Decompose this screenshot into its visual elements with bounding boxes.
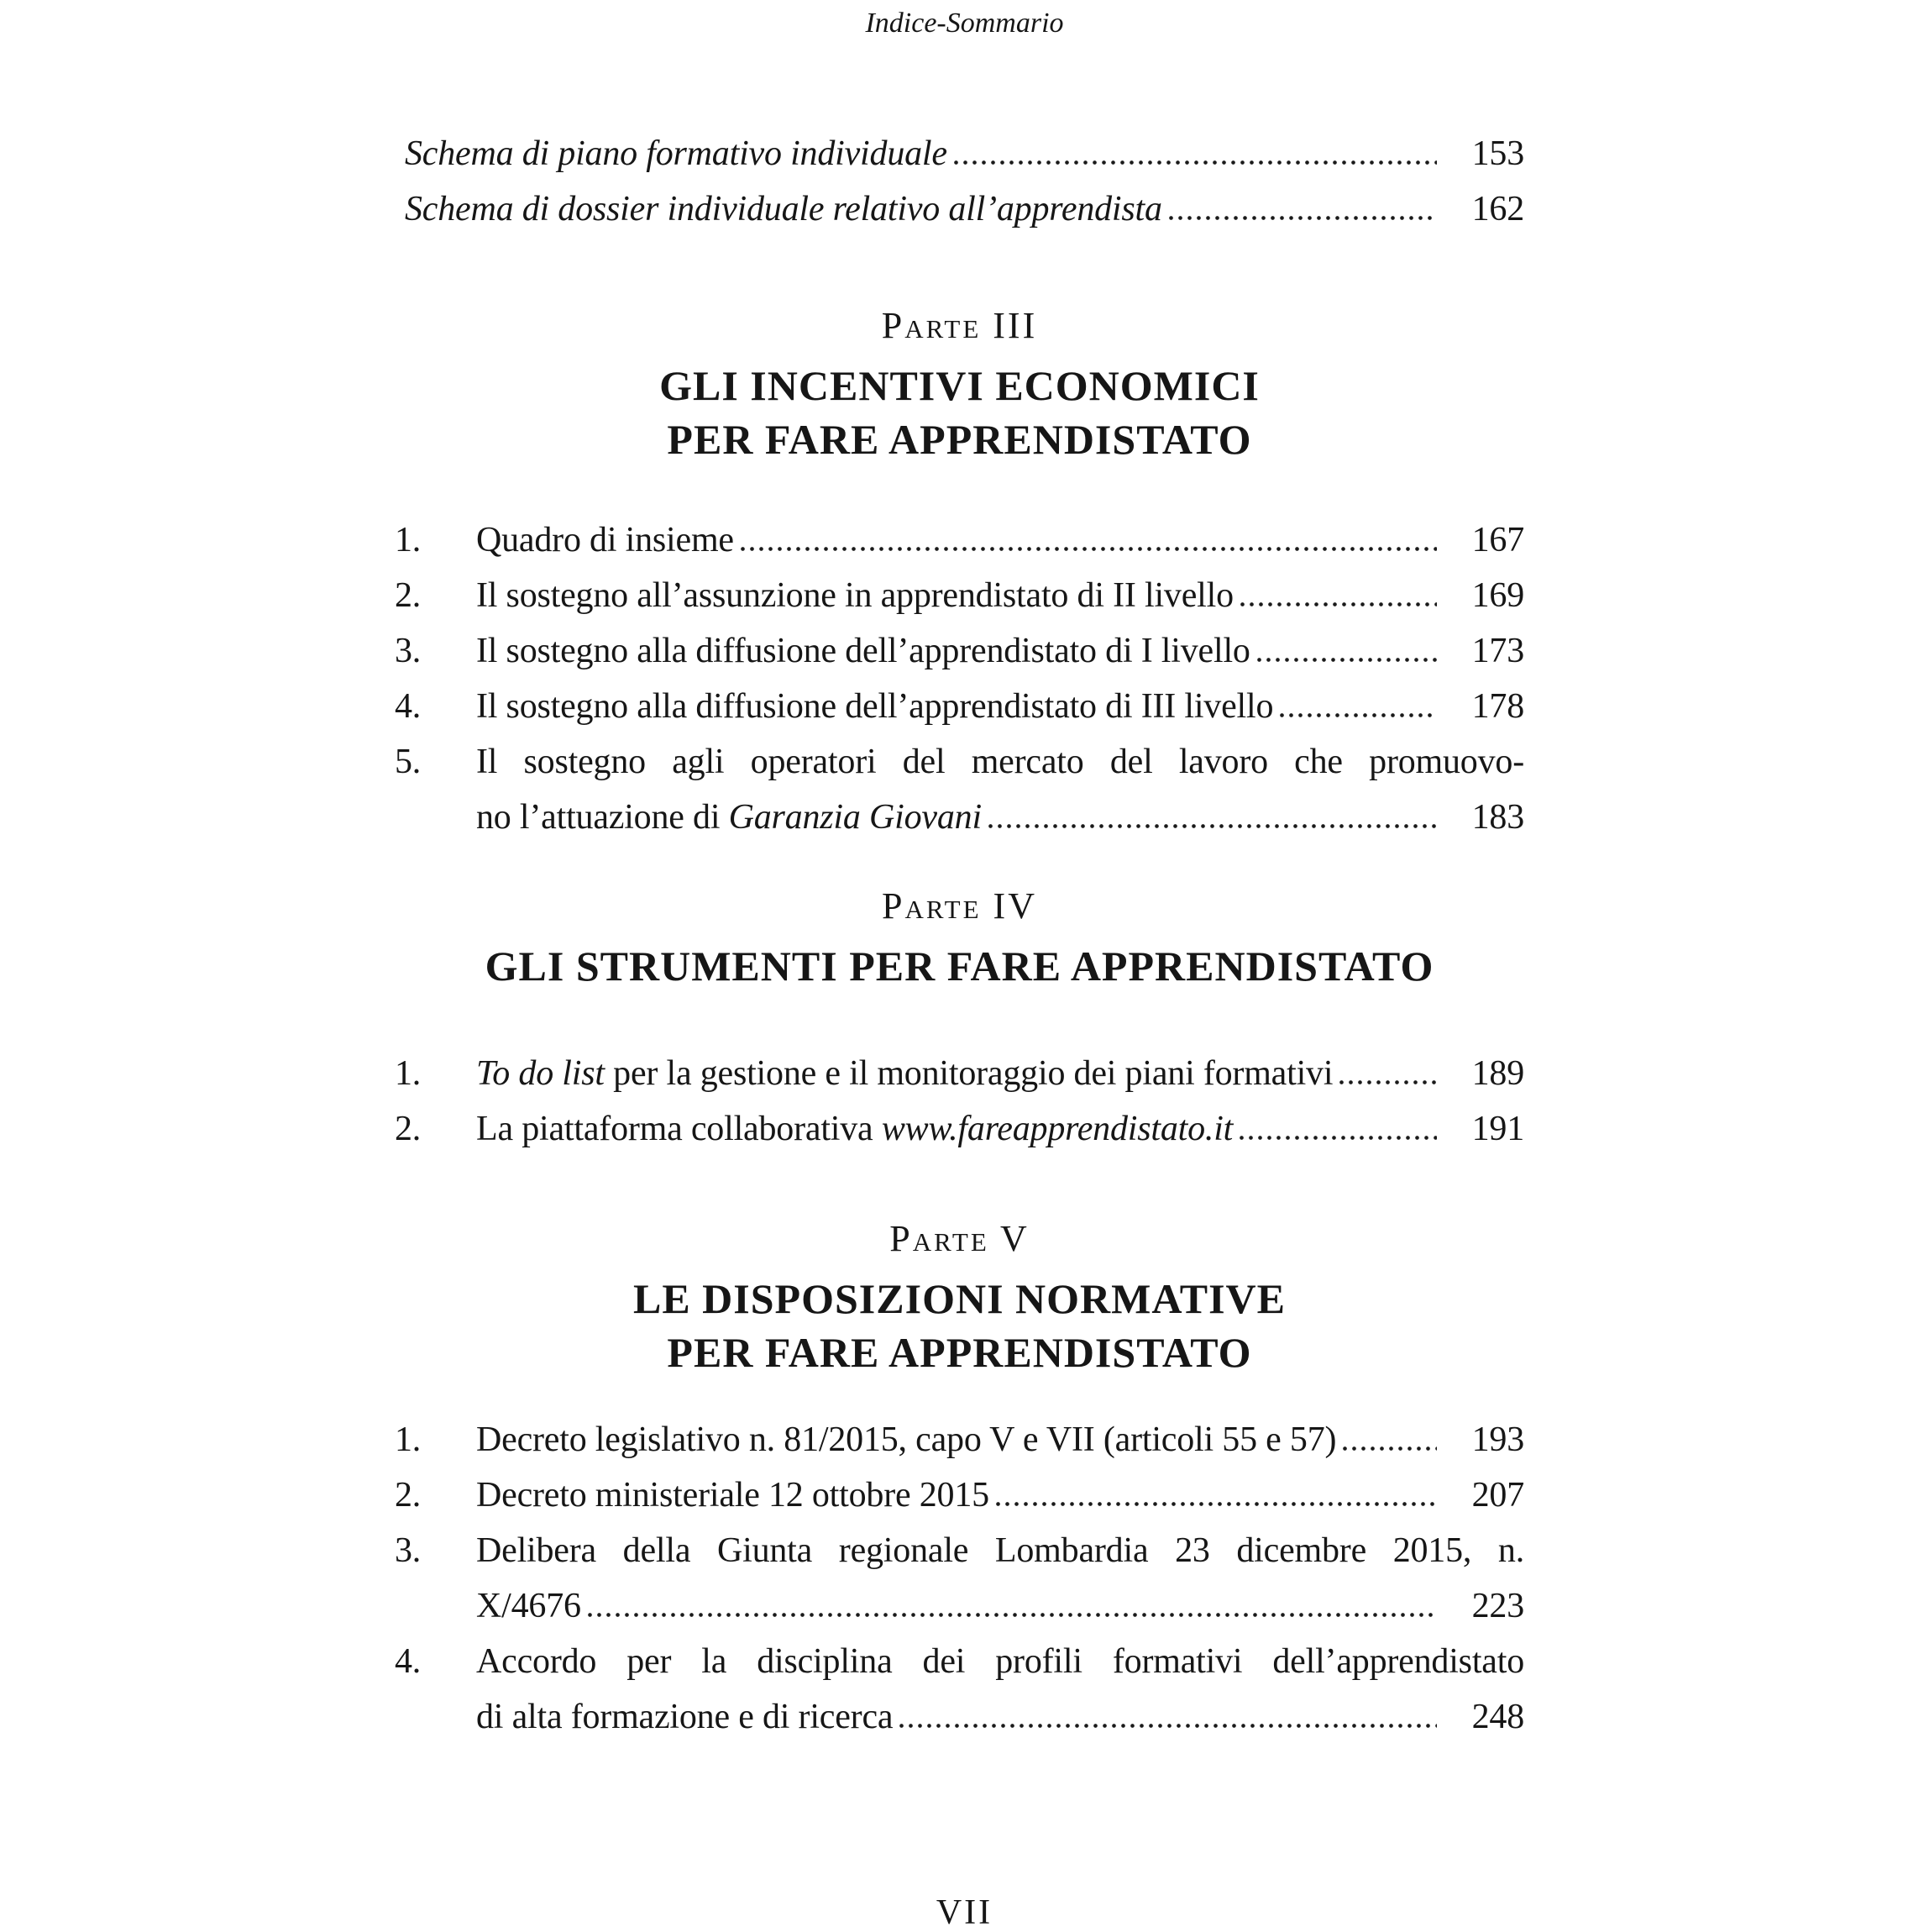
- entry-label: Schema di piano formativo individuale: [405, 134, 947, 173]
- toc-entry: [395, 1467, 1524, 1523]
- dot-leader: [996, 1502, 1437, 1506]
- running-header: Indice-Sommario: [865, 8, 1064, 39]
- dot-leader: [954, 160, 1437, 165]
- entry-label: Il sostegno agli operatori del mercato del lavoro che promuovo-: [476, 743, 1524, 781]
- part-kicker: Parte III: [881, 305, 1038, 346]
- toc-item-list: [395, 1412, 1524, 1745]
- part-title-line: PER FARE APPRENDISTATO: [667, 416, 1252, 463]
- dot-leader: [741, 547, 1437, 551]
- entry-page-number: 189: [1471, 1054, 1524, 1093]
- entry-page-number: 169: [1471, 576, 1524, 615]
- toc-entry: [395, 1101, 1524, 1157]
- entry-number: 2.: [395, 1476, 422, 1515]
- entry-label: To do list per la gestione e il monitoraggio dei piani formativi: [476, 1054, 1334, 1093]
- entry-number: 1.: [395, 1420, 422, 1459]
- part-title: [395, 359, 1524, 466]
- entry-label: Accordo per la disciplina dei profili formativi dell’apprendistato: [476, 1642, 1524, 1681]
- toc-entry: [395, 512, 1524, 568]
- entry-number: 2.: [395, 1110, 422, 1148]
- toc-entry: [395, 1634, 1524, 1745]
- dot-leader: [988, 824, 1437, 828]
- entry-label: Il sostegno all’assunzione in apprendistato di II livello: [476, 576, 1234, 615]
- entry-page-number: 193: [1471, 1420, 1524, 1459]
- entry-number: 1.: [395, 521, 422, 559]
- part-title-line: GLI STRUMENTI PER FARE APPRENDISTATO: [485, 942, 1434, 990]
- part-title: [395, 939, 1524, 993]
- entry-label: La piattaforma collaborativa www.fareapprendistato.it: [476, 1110, 1234, 1148]
- dot-leader: [1257, 658, 1437, 662]
- entry-first-line: [395, 1634, 1524, 1689]
- entry-page-number: 207: [1471, 1476, 1524, 1515]
- toc-entry: [395, 126, 1524, 181]
- entry-label: Il sostegno alla diffusione dell’apprendistato di I livello: [476, 632, 1250, 670]
- dot-leader: [1240, 1136, 1437, 1140]
- dot-leader: [1280, 713, 1437, 717]
- entry-number: 4.: [395, 687, 422, 726]
- entry-label: Il sostegno alla diffusione dell’apprendistato di III livello: [476, 687, 1274, 726]
- entry-page-number: 183: [1471, 798, 1524, 837]
- entry-number: 1.: [395, 1054, 422, 1093]
- entry-label: Decreto ministeriale 12 ottobre 2015: [476, 1476, 989, 1515]
- entry-page-number: 248: [1471, 1698, 1524, 1736]
- entry-label: Schema di dossier individuale relativo all’apprendista: [405, 190, 1162, 228]
- toc-entry: [395, 623, 1524, 679]
- entry-first-line: [395, 734, 1524, 790]
- dot-leader: [1240, 602, 1437, 606]
- entry-label: X/4676: [476, 1587, 581, 1625]
- dot-leader: [899, 1724, 1437, 1728]
- entry-label: Decreto legislativo n. 81/2015, capo V e VII (articoli 55 e 57): [476, 1420, 1337, 1459]
- entry-label: no l’attuazione di Garanzia Giovani: [476, 798, 982, 837]
- entry-page-number: 153: [1471, 134, 1524, 173]
- entry-page-number: 167: [1471, 521, 1524, 559]
- toc-entry: [395, 568, 1524, 623]
- part-section: [395, 1218, 1524, 1745]
- toc-entry: [395, 734, 1524, 845]
- entry-label: di alta formazione e di ricerca: [476, 1698, 894, 1736]
- dot-leader: [1343, 1446, 1437, 1451]
- part-title-line: GLI INCENTIVI ECONOMICI: [659, 362, 1260, 409]
- entry-number: 5.: [395, 743, 422, 781]
- dot-leader: [1339, 1080, 1437, 1084]
- dot-leader: [1169, 216, 1437, 220]
- toc-item-list: [395, 1046, 1524, 1157]
- part-section: [395, 305, 1524, 845]
- part-kicker: Parte IV: [882, 885, 1037, 927]
- dot-leader: [588, 1613, 1437, 1617]
- part-title-line: LE DISPOSIZIONI NORMATIVE: [632, 1275, 1286, 1322]
- entry-page-number: 191: [1471, 1110, 1524, 1148]
- front-toc-entries: [395, 126, 1524, 237]
- entry-number: 3.: [395, 1531, 422, 1570]
- entry-page-number: 173: [1471, 632, 1524, 670]
- page-number-footer: VII: [936, 1893, 993, 1932]
- entry-continuation-line: [395, 1578, 1524, 1634]
- entry-first-line: [395, 1523, 1524, 1578]
- toc-entry: [395, 1046, 1524, 1101]
- toc-entry: [395, 679, 1524, 734]
- entry-page-number: 162: [1471, 190, 1524, 228]
- entry-page-number: 178: [1471, 687, 1524, 726]
- entry-label-italic: www.fareapprendistato.it: [881, 1110, 1234, 1148]
- toc-entry: [395, 181, 1524, 237]
- entry-number: 2.: [395, 576, 422, 615]
- toc-item-list: [395, 512, 1524, 845]
- entry-label: Delibera della Giunta regionale Lombardia 23 dicembre 2015, n.: [476, 1531, 1524, 1570]
- toc-entry: [395, 1523, 1524, 1634]
- entry-continuation-line: [395, 1689, 1524, 1745]
- entry-number: 4.: [395, 1642, 422, 1681]
- entry-page-number: 223: [1471, 1587, 1524, 1625]
- entry-continuation-line: [395, 790, 1524, 845]
- part-title-line: PER FARE APPRENDISTATO: [667, 1329, 1252, 1376]
- part-title: [395, 1272, 1524, 1379]
- part-section: [395, 885, 1524, 1157]
- entry-label-italic: Garanzia Giovani: [728, 798, 982, 837]
- entry-label-italic: To do list: [476, 1054, 605, 1093]
- entry-number: 3.: [395, 632, 422, 670]
- toc-entry: [395, 1412, 1524, 1467]
- toc-column: [395, 126, 1524, 1745]
- entry-label: Quadro di insieme: [476, 521, 734, 559]
- part-kicker: Parte V: [889, 1218, 1030, 1259]
